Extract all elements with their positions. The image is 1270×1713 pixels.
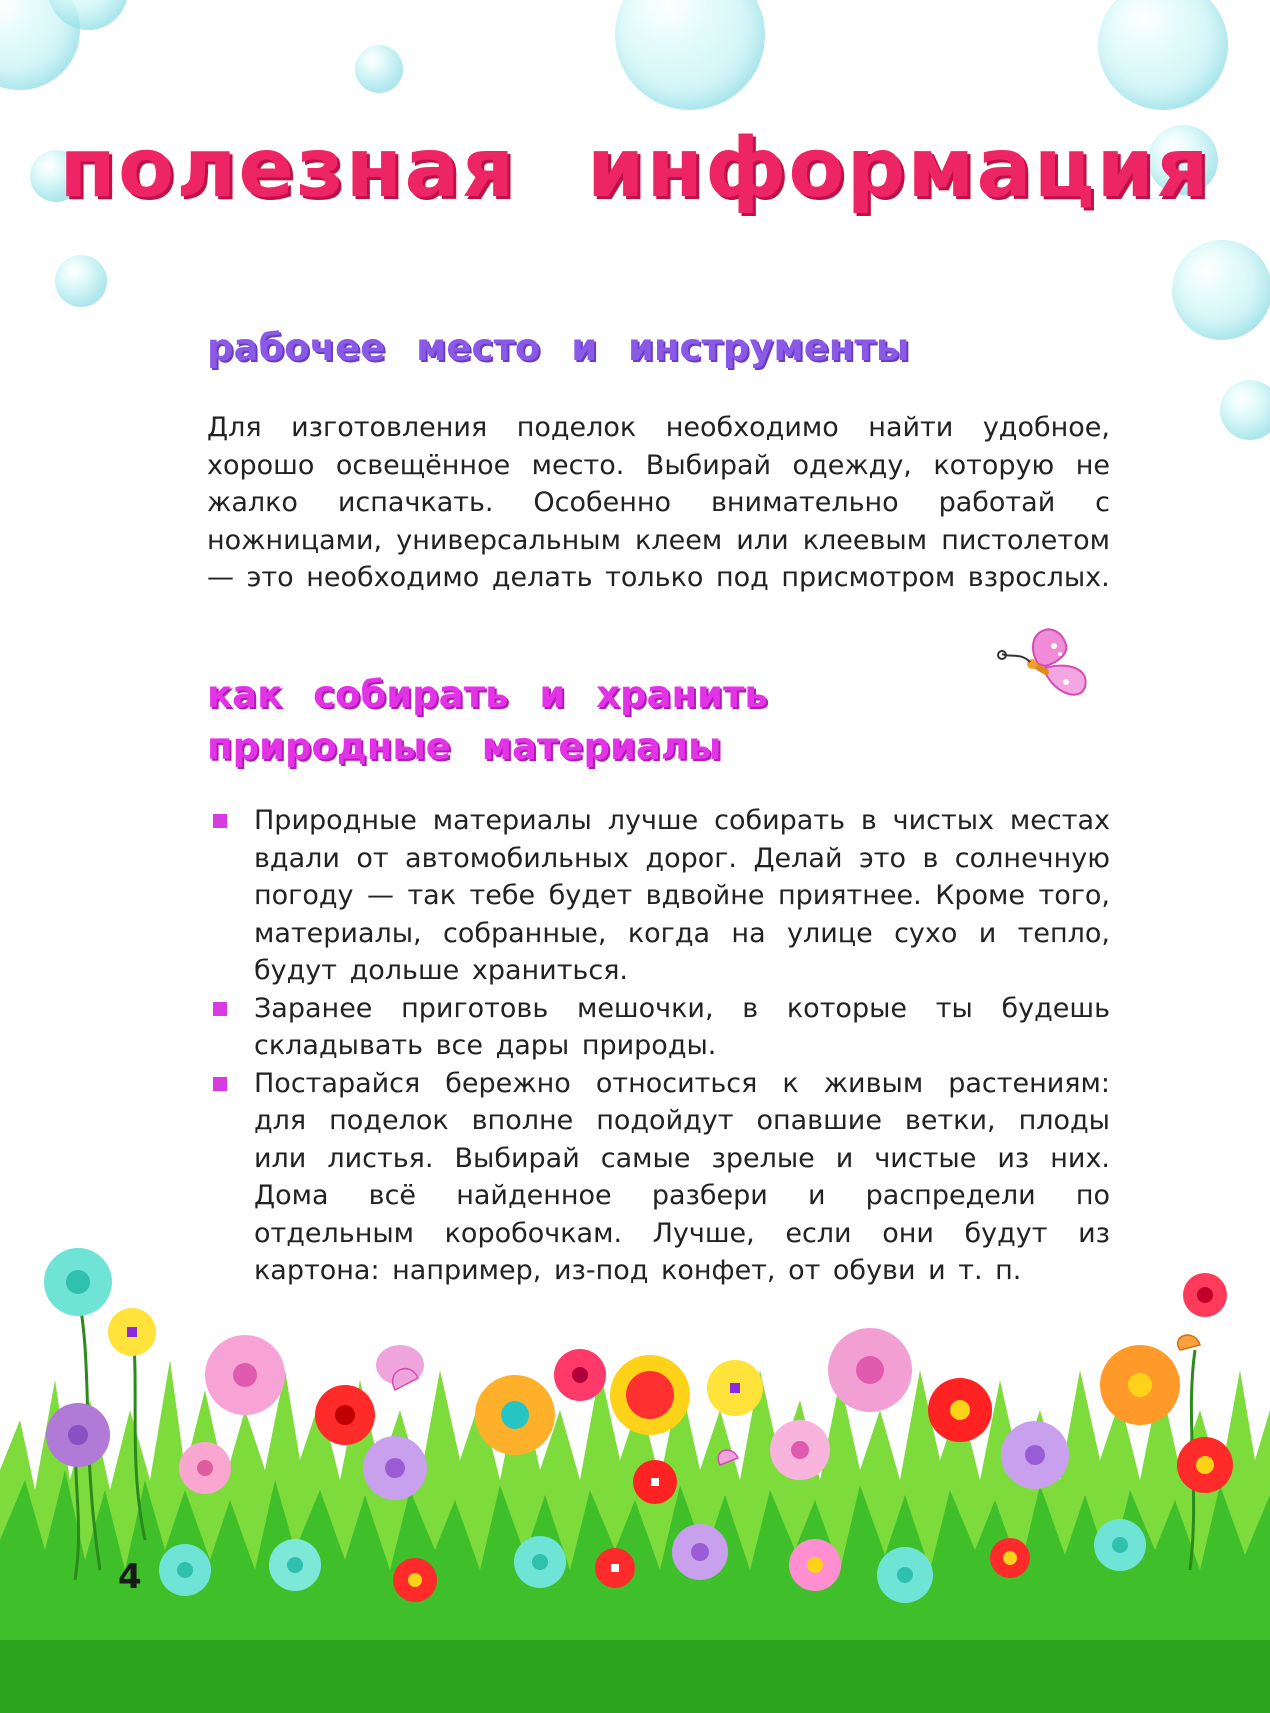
bullet-square-icon <box>213 814 227 828</box>
bubble-icon <box>1220 380 1270 440</box>
bullet-square-icon <box>213 1077 227 1091</box>
bubble-icon <box>615 0 765 110</box>
list-item <box>207 802 1110 990</box>
workplace-paragraph: Для изготовления поделок необходимо найти удобное, хорошо освещённое место. Выбирай одежду, которую не жалко испачкать. Особенно внимательно работай с ножницами, универсальным клеем или клеевым пистолетом — это необходимо делать только под присмотром взрослых. <box>207 412 1110 593</box>
list-item-text: Природные материалы лучше собирать в чистых местах вдали от автомобильных дорог. Делай это в солнечную погоду — так тебе будет вдвойне приятнее. Кроме того, материалы, собранные, когда на улице сухо и тепло, будут дольше храниться. <box>254 805 1110 986</box>
bubble-icon <box>1098 0 1228 110</box>
grass-meadow <box>0 1240 1270 1713</box>
list-item-text: Заранее приготовь мешочки, в которые ты будешь складывать все дары природы. <box>254 992 1110 1061</box>
bubble-icon <box>55 255 107 307</box>
butterfly-icon <box>990 622 1100 702</box>
bullet-square-icon <box>213 1002 227 1016</box>
bubble-icon <box>355 45 403 93</box>
list-item-text: Постарайся бережно относиться к живым растениям: для поделок вполне подойдут опавшие ветки, плоды или листья. Выбирай самые зрелые и чистые из них. Дома всё найденное разбери и распредели по отдельным коробочкам. Лучше, если они будут из картона: например, из-под конфет, от обуви и т. п. <box>254 1067 1110 1286</box>
page-title: полезная информация <box>59 121 1211 216</box>
bubble-icon <box>1172 240 1270 340</box>
section-heading-workplace: рабочее место и инструменты <box>207 326 910 369</box>
list-item <box>207 990 1110 1065</box>
materials-list <box>207 802 1110 1290</box>
section-heading-materials: как собирать и хранить природные материалы <box>207 673 768 768</box>
page-number: 4 <box>118 1557 142 1597</box>
